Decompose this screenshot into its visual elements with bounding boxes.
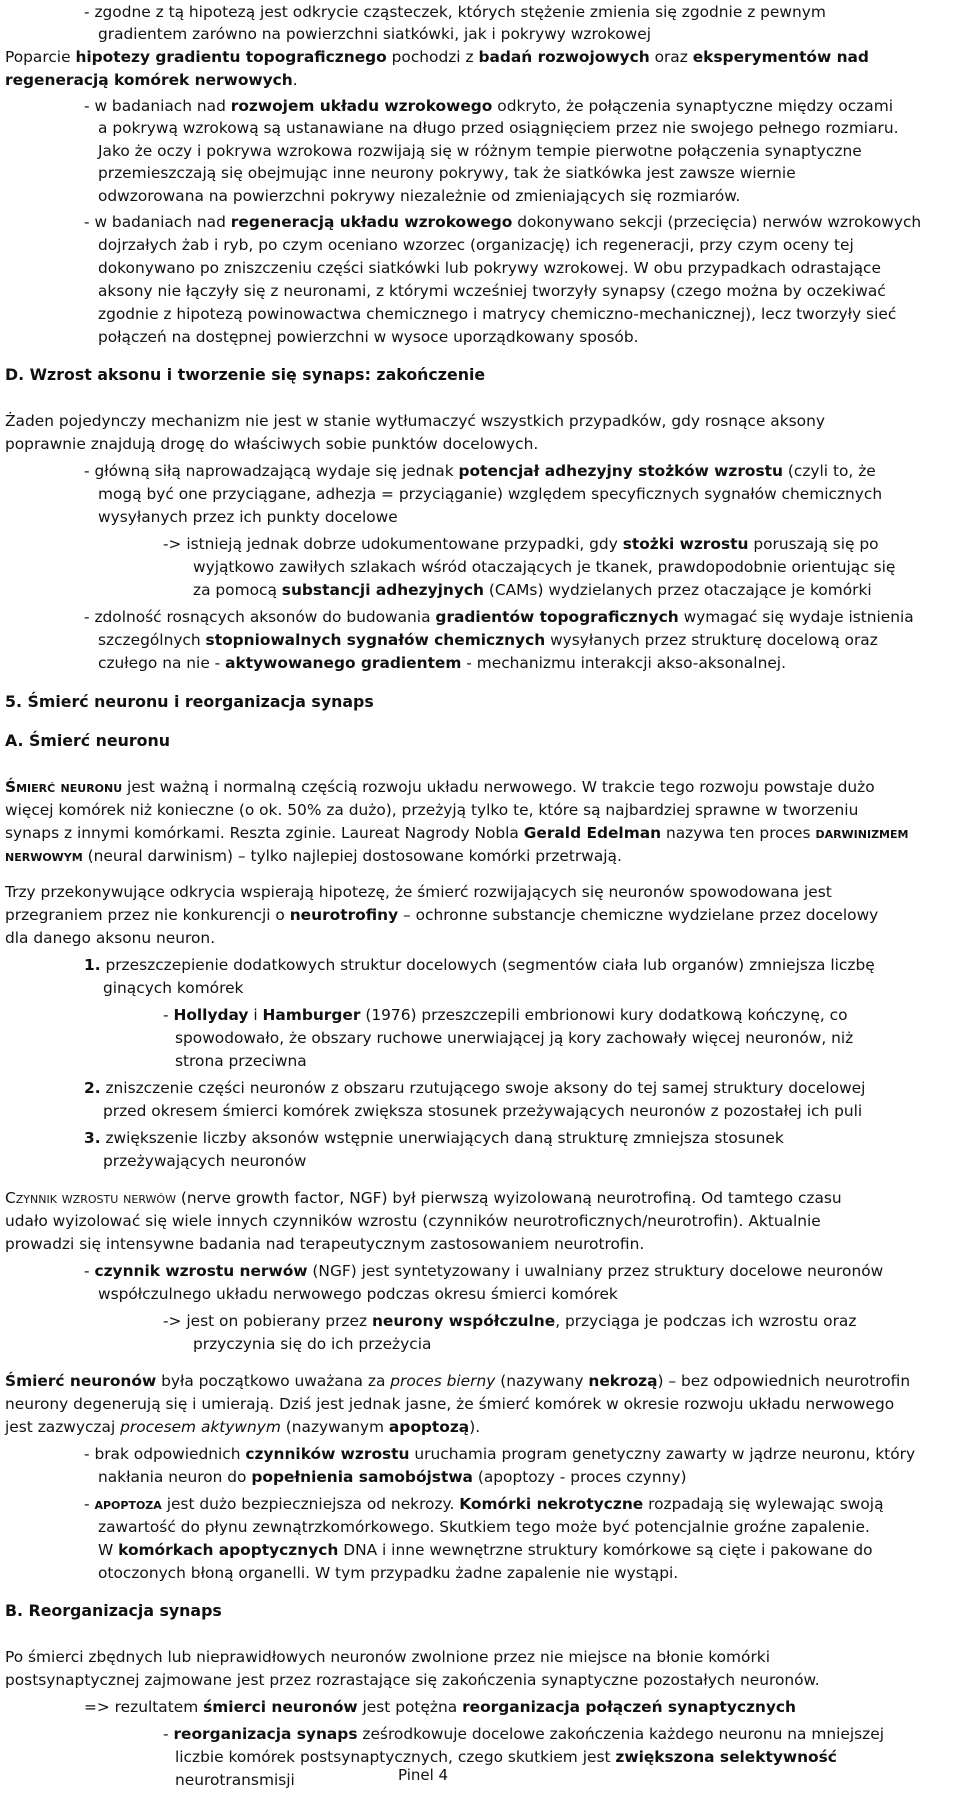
text-run: wymagać się wydaje istnienia	[678, 608, 914, 626]
text-line	[84, 955, 958, 977]
text-run: wysyłanych przez strukturę docelową oraz	[545, 631, 878, 649]
emphasis-text: darwinizmem	[815, 824, 909, 842]
text-run: współczulnego układu nerwowego podczas okresu śmierci komórek	[98, 1285, 618, 1303]
text-run: jest dużo bezpieczniejsza od nekrozy.	[161, 1495, 460, 1513]
text-line	[5, 1647, 958, 1669]
text-run: (CAMs) wydzielanych przez otaczające je komórki	[483, 581, 872, 599]
text-line	[5, 1417, 958, 1439]
text-line	[84, 1078, 958, 1100]
text-run: szczególnych	[98, 631, 206, 649]
text-line	[193, 1334, 958, 1356]
text-line	[5, 411, 958, 433]
text-run: jest ważną i normalną częścią rozwoju układu nerwowego. W trakcie tego rozwoju powstaje dużo	[122, 778, 875, 796]
text-run: ginących komórek	[103, 979, 244, 997]
text-line	[5, 846, 958, 868]
text-line	[98, 141, 958, 163]
text-run: udało wyizolować się wiele innych czynników wzrostu (czynników neurotroficznych/neurotrofin). Aktualnie	[5, 1212, 821, 1230]
text-run: dokonywano po zniszczeniu części siatkówki lub pokrywy wzrokowej. W obu przypadkach odrastające	[98, 259, 881, 277]
text-line	[98, 484, 958, 506]
text-line	[5, 928, 958, 950]
text-run: jest potężna	[357, 1698, 463, 1716]
text-line	[193, 557, 958, 579]
text-line	[5, 777, 958, 799]
emphasis-text: Hamburger	[262, 1006, 361, 1024]
text-run: a pokrywą wzrokową są ustanawiane na długo przed osiągnięciem przez nie swojego pełnego rozmiaru.	[98, 119, 899, 137]
text-line	[98, 630, 958, 652]
text-run: dla danego aksonu neuron.	[5, 929, 216, 947]
text-run: Trzy przekonywujące odkrycia wspierają hipotezę, że śmierć rozwijających się neuronów spowodowana jest	[5, 883, 832, 901]
text-line	[84, 2, 958, 24]
text-run: synaps z innymi komórkami. Reszta zginie. Laureat Nagrody Nobla	[5, 824, 524, 842]
emphasis-text: neurony współczulne	[371, 1312, 556, 1330]
text-run: (NGF) jest syntetyzowany i uwalniany przez struktury docelowe neuronów	[307, 1262, 884, 1280]
text-run: ).	[469, 1418, 481, 1436]
text-run: mogą być one przyciągane, adhezja = przyciąganie) względem specyficznych sygnałów chemicznych	[98, 485, 883, 503]
text-line	[84, 1697, 958, 1719]
text-run: więcej komórek niż konieczne (o ok. 50% za dużo), przeżyją tylko te, które są najbardziej sprawne w tworzeniu	[5, 801, 859, 819]
text-line	[98, 235, 958, 257]
emphasis-text: czynnik wzrostu nerwów	[94, 1262, 308, 1280]
text-run: była początkowo uważana za	[156, 1372, 391, 1390]
text-run: -	[163, 1725, 174, 1743]
text-line	[5, 800, 958, 822]
text-run: połączeń na dostępnej powierzchni w wysoce uporządkowany sposób.	[98, 328, 639, 346]
text-run: Żaden pojedynczy mechanizm nie jest w stanie wytłumaczyć wszystkich przypadków, gdy rosnące aksony	[5, 412, 825, 430]
text-run: - zdolność rosnących aksonów do budowania	[84, 608, 436, 626]
text-run: (czyli to, że	[782, 462, 876, 480]
emphasis-text: komórkach apoptycznych	[118, 1541, 339, 1559]
text-run: przed okresem śmierci komórek zwiększa stosunek przeżywających neuronów z pozostałej ich puli	[103, 1102, 863, 1120]
text-line	[103, 1101, 958, 1123]
text-line	[98, 258, 958, 280]
text-run: spowodowało, że obszary ruchowe unerwiającej ją kory zachowały więcej neuronów, niż	[175, 1029, 854, 1047]
text-run: dokonywano sekcji (przecięcia) nerwów wzrokowych	[512, 213, 922, 231]
text-run: neurotransmisji	[175, 1771, 295, 1789]
text-run: - główną siłą naprowadzającą wydaje się jednak	[84, 462, 459, 480]
text-run: przyczynia się do ich przeżycia	[193, 1335, 432, 1353]
text-run: wyjątkowo zawiłych szlakach wśród otaczających je tkanek, prawdopodobnie orientując się	[193, 558, 896, 576]
emphasis-text: potencjał adhezyjny stożków wzrostu	[458, 462, 783, 480]
text-run: pochodzi z	[386, 48, 479, 66]
emphasis-text: gradientów topograficznych	[435, 608, 679, 626]
text-line	[98, 653, 958, 675]
text-line	[98, 327, 958, 349]
text-line	[163, 1724, 958, 1746]
emphasis-text: nerwowym	[5, 847, 83, 865]
emphasis-text: eksperymentów nad	[692, 48, 869, 66]
text-line	[5, 1371, 958, 1393]
text-line	[175, 1747, 958, 1769]
text-line	[98, 1540, 958, 1562]
emphasis-text: 3.	[84, 1129, 101, 1147]
emphasis-text: 2.	[84, 1079, 101, 1097]
emphasis-text: Śmierć neuronów	[5, 1372, 157, 1390]
text-line	[84, 96, 958, 118]
text-line	[5, 882, 958, 904]
text-line	[5, 823, 958, 845]
emphasis-text: zwiększona selektywność	[615, 1748, 837, 1766]
text-run: postsynaptycznej zajmowane jest przez rozrastające się zakończenia synaptyczne pozostałych neuronów.	[5, 1671, 820, 1689]
text-run: -	[163, 1006, 174, 1024]
text-run: otoczonych błoną organelli. W tym przypadku żadne zapalenie nie wystąpi.	[98, 1564, 679, 1582]
text-run: odkryto, że połączenia synaptyczne między oczami	[492, 97, 893, 115]
text-run: zwiększenie liczby aksonów wstępnie unerwiających daną strukturę zmniejsza stosunek	[100, 1129, 784, 1147]
text-run: -> istnieją jednak dobrze udokumentowane przypadki, gdy	[163, 535, 623, 553]
text-run: -	[84, 1495, 95, 1513]
text-run: Czynnik wzrostu nerwów	[5, 1189, 176, 1207]
text-line	[98, 118, 958, 140]
emphasis-text: stopniowalnych sygnałów chemicznych	[205, 631, 546, 649]
text-run: odwzorowana na powierzchni pokrywy niezależnie od zmieniających się rozmiarów.	[98, 187, 741, 205]
text-line	[5, 905, 958, 927]
text-run: - mechanizmu interakcji akso-aksonalnej.	[461, 654, 786, 672]
text-line	[5, 1670, 958, 1692]
text-run: przeszczepienie dodatkowych struktur docelowych (segmentów ciała lub organów) zmniejsza liczbę	[100, 956, 875, 974]
text-line	[5, 1211, 958, 1233]
text-run: -	[84, 1262, 95, 1280]
text-run: neurony degenerują się i umierają. Dziś jest jednak jasne, że śmierć komórek w okresie rozwoju układu nerwowego	[5, 1395, 895, 1413]
text-line	[163, 1311, 958, 1333]
section-heading	[5, 364, 958, 386]
text-run: Poparcie	[5, 48, 76, 66]
emphasis-text: Hollyday	[173, 1006, 249, 1024]
emphasis-text: substancji adhezyjnych	[281, 581, 484, 599]
text-run: zawartość do płynu zewnątrzkomórkowego. Skutkiem tego może być potencjalnie groźne zapalenie.	[98, 1518, 870, 1536]
text-run: strona przeciwna	[175, 1052, 307, 1070]
text-run: poruszają się po	[748, 535, 879, 553]
emphasis-text: apoptoza	[94, 1495, 162, 1513]
emphasis-text: regeneracją komórek nerwowych	[5, 71, 293, 89]
emphasis-text: 1.	[84, 956, 101, 974]
text-line	[84, 1444, 958, 1466]
text-run: W	[98, 1541, 119, 1559]
emphasis-text: neurotrofiny	[289, 906, 399, 924]
text-line	[175, 1770, 958, 1792]
text-run: (nazywany	[495, 1372, 589, 1390]
text-line	[98, 1563, 958, 1585]
text-run: Jako że oczy i pokrywa wzrokowa rozwijają się w różnym tempie pierwotne połączenia synaptyczne	[98, 142, 862, 160]
section-heading	[5, 691, 958, 713]
text-run: dojrzałych żab i ryb, po czym oceniano wzorzec (organizację) ich regeneracji, przy czym oceny tej	[98, 236, 854, 254]
text-line	[84, 1261, 958, 1283]
text-line	[98, 186, 958, 208]
text-line	[98, 507, 958, 529]
text-run: procesem aktywnym	[120, 1418, 281, 1436]
emphasis-text: Śmierć neuronu	[5, 778, 123, 796]
text-run: zniszczenie części neuronów z obszaru rzutującego swoje aksony do tej samej struktury docelowej	[100, 1079, 866, 1097]
text-line	[84, 1494, 958, 1516]
text-line	[84, 1128, 958, 1150]
text-line	[98, 1284, 958, 1306]
text-run: czułego na nie -	[98, 654, 226, 672]
text-run: proces bierny	[390, 1372, 496, 1390]
text-run: i	[248, 1006, 263, 1024]
emphasis-text: śmierci neuronów	[203, 1698, 358, 1716]
text-run: oraz	[649, 48, 693, 66]
text-run: zgodnie z hipotezą powinowactwa chemicznego i matrycy chemiczno-mechanicznej), lecz tworzyły sieć	[98, 305, 897, 323]
text-run: (1976) przeszczepili embrionowi kury dodatkową kończynę, co	[360, 1006, 848, 1024]
text-run: – ochronne substancje chemiczne wydzielane przez docelowy	[398, 906, 879, 924]
text-line	[163, 534, 958, 556]
text-run: aksony nie łączyły się z neuronami, z którymi wcześniej tworzyły synapsy (czego można by oczekiwać	[98, 282, 886, 300]
text-run: DNA i inne wewnętrzne struktury komórkowe są cięte i pakowane do	[338, 1541, 873, 1559]
text-line	[193, 580, 958, 602]
emphasis-text: aktywowanego gradientem	[225, 654, 462, 672]
text-line	[5, 70, 958, 92]
text-run: (nazywanym	[280, 1418, 389, 1436]
text-run: prowadzi się intensywne badania nad terapeutycznym zastosowaniem neurotrofin.	[5, 1235, 645, 1253]
emphasis-text: nekrozą	[588, 1372, 658, 1390]
emphasis-text: A. Śmierć neuronu	[5, 731, 170, 750]
emphasis-text: regeneracją układu wzrokowego	[230, 213, 513, 231]
text-run: za pomocą	[193, 581, 282, 599]
text-line	[98, 24, 958, 46]
emphasis-text: stożki wzrostu	[622, 535, 749, 553]
text-run: (neural darwinism) – tylko najlepiej dostosowane komórki przetrwają.	[82, 847, 622, 865]
text-run: - zgodne z tą hipotezą jest odkrycie cząsteczek, których stężenie zmienia się zgodnie z pewnym	[84, 3, 826, 21]
text-run: uruchamia program genetyczny zawarty w jądrze neuronu, który	[409, 1445, 916, 1463]
text-run: liczbie komórek postsynaptycznych, czego skutkiem jest	[175, 1748, 616, 1766]
text-run: poprawnie znajdują drogę do właściwych sobie punktów docelowych.	[5, 435, 539, 453]
text-line	[5, 434, 958, 456]
text-line	[84, 212, 958, 234]
text-line	[175, 1051, 958, 1073]
text-run: , przyciąga je podczas ich wzrostu oraz	[555, 1312, 857, 1330]
emphasis-text: czynników wzrostu	[245, 1445, 410, 1463]
section-heading	[5, 730, 958, 752]
text-run: (nerve growth factor, NGF) był pierwszą wyizolowaną neurotrofiną. Od tamtego czasu	[175, 1189, 842, 1207]
text-run: Po śmierci zbędnych lub nieprawidłowych neuronów zwolnione przez nie miejsce na błonie komórki	[5, 1648, 770, 1666]
text-line	[84, 461, 958, 483]
text-line	[84, 607, 958, 629]
emphasis-text: hipotezy gradientu topograficznego	[75, 48, 387, 66]
emphasis-text: rozwojem układu wzrokowego	[230, 97, 493, 115]
text-line	[163, 1005, 958, 1027]
page-number: Pinel 4	[398, 1766, 449, 1784]
emphasis-text: 5. Śmierć neuronu i reorganizacja synaps	[5, 692, 374, 711]
emphasis-text: badań rozwojowych	[478, 48, 650, 66]
text-line	[98, 163, 958, 185]
text-run: ) – bez odpowiednich neurotrofin	[657, 1372, 911, 1390]
text-line	[5, 1234, 958, 1256]
text-run: jest zazwyczaj	[5, 1418, 121, 1436]
text-line	[175, 1028, 958, 1050]
emphasis-text: apoptozą	[388, 1418, 470, 1436]
text-run: - w badaniach nad	[84, 213, 231, 231]
text-line	[98, 1467, 958, 1489]
text-line	[5, 1394, 958, 1416]
text-run: ześrodkowuje docelowe zakończenia każdego neuronu na mniejszej	[357, 1725, 884, 1743]
text-run: wysyłanych przez ich punkty docelowe	[98, 508, 398, 526]
emphasis-text: reorganizacja połączeń synaptycznych	[462, 1698, 797, 1716]
section-heading	[5, 1600, 958, 1622]
text-run: - brak odpowiednich	[84, 1445, 246, 1463]
text-line	[103, 978, 958, 1000]
text-run: .	[292, 71, 298, 89]
text-line	[98, 304, 958, 326]
text-run: (apoptozy - proces czynny)	[472, 1468, 687, 1486]
text-line	[5, 47, 958, 69]
text-run: rozpadają się wylewając swoją	[643, 1495, 884, 1513]
text-run: -> jest on pobierany przez	[163, 1312, 372, 1330]
text-run: przemieszczają się obejmując inne neurony pokrywy, tak że siatkówka jest zawsze wiernie	[98, 164, 796, 182]
text-run: nakłania neuron do	[98, 1468, 252, 1486]
text-run: przeżywających neuronów	[103, 1152, 307, 1170]
emphasis-text: Komórki nekrotyczne	[459, 1495, 644, 1513]
text-run: gradientem zarówno na powierzchni siatkówki, jak i pokrywy wzrokowej	[98, 25, 651, 43]
text-line	[103, 1151, 958, 1173]
emphasis-text: reorganizacja synaps	[173, 1725, 358, 1743]
text-run: - w badaniach nad	[84, 97, 231, 115]
text-line	[5, 1188, 958, 1210]
text-line	[98, 281, 958, 303]
text-run: przegraniem przez nie konkurencji o	[5, 906, 290, 924]
text-line	[98, 1517, 958, 1539]
emphasis-text: Gerald Edelman	[523, 824, 662, 842]
emphasis-text: B. Reorganizacja synaps	[5, 1601, 222, 1620]
emphasis-text: popełnienia samobójstwa	[251, 1468, 473, 1486]
emphasis-text: D. Wzrost aksonu i tworzenie się synaps: zakończenie	[5, 365, 486, 384]
text-run: nazywa ten proces	[661, 824, 816, 842]
text-run: => rezultatem	[84, 1698, 204, 1716]
